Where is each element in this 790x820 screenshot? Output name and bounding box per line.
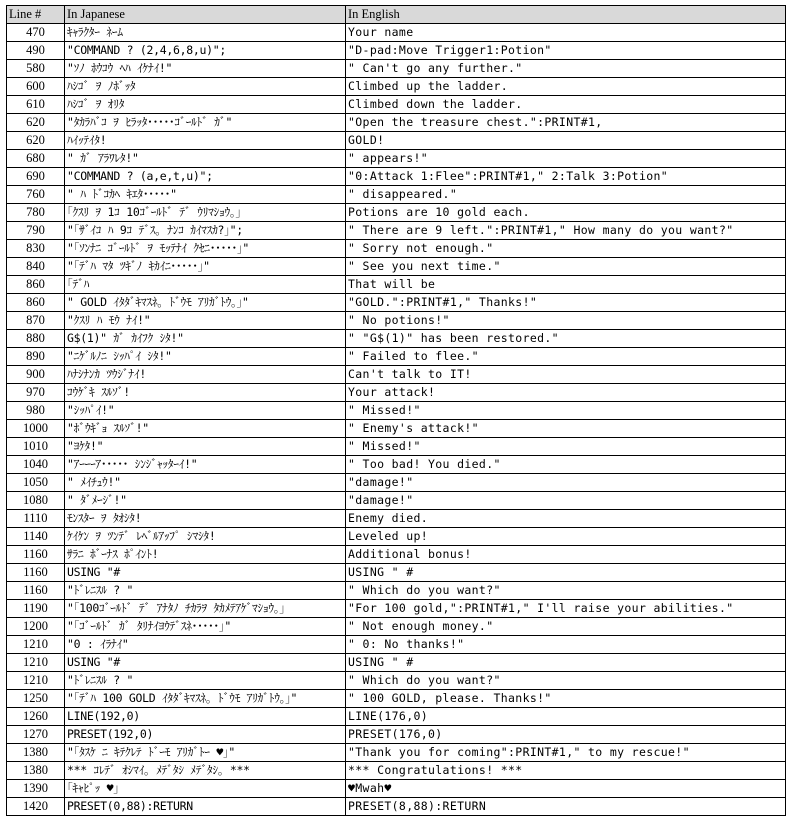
table-row [7, 150, 786, 168]
table-row [7, 240, 786, 258]
japanese-text-cell: " GOLD ｲﾀﾀﾞｷﾏｽﾈ｡ ﾄﾞｳﾓ ｱﾘｶﾞﾄｳ｡｣" [65, 294, 346, 312]
line-number-cell: 1050 [7, 474, 65, 492]
table-row [7, 204, 786, 222]
table-row [7, 636, 786, 654]
line-number-cell: 470 [7, 24, 65, 42]
table-row [7, 258, 786, 276]
line-number-cell: 1210 [7, 654, 65, 672]
table-row [7, 528, 786, 546]
japanese-text-cell: ｷｬﾗｸﾀｰ ﾈｰﾑ [65, 24, 346, 42]
english-text-cell: Potions are 10 gold each. [346, 204, 786, 222]
english-text-cell: " Failed to flee." [346, 348, 786, 366]
line-number-cell: 690 [7, 168, 65, 186]
line-number-cell: 620 [7, 114, 65, 132]
table-row [7, 690, 786, 708]
table-row [7, 510, 786, 528]
line-number-cell: 790 [7, 222, 65, 240]
japanese-text-cell: "｢ｺﾞｰﾙﾄﾞ ｶﾞ ﾀﾘﾅｲﾖｳﾃﾞｽﾈ･････｣" [65, 618, 346, 636]
japanese-text-cell: ｻﾗﾆ ﾎﾞｰﾅｽ ﾎﾟｲﾝﾄ! [65, 546, 346, 564]
table-row [7, 42, 786, 60]
english-text-cell: " See you next time." [346, 258, 786, 276]
english-text-cell: " 0: No thanks!" [346, 636, 786, 654]
table-row [7, 492, 786, 510]
line-number-cell: 1260 [7, 708, 65, 726]
translation-table-container [6, 5, 786, 816]
english-text-cell: " No potions!" [346, 312, 786, 330]
table-row [7, 348, 786, 366]
table-row [7, 222, 786, 240]
line-number-cell: 1250 [7, 690, 65, 708]
english-text-cell: " disappeared." [346, 186, 786, 204]
table-row [7, 744, 786, 762]
english-text-cell: "Open the treasure chest.":PRINT#1, [346, 114, 786, 132]
japanese-text-cell: ｢ｷｬﾋﾟｯ ♥｣ [65, 780, 346, 798]
japanese-text-cell: LINE(192,0) [65, 708, 346, 726]
line-number-cell: 1210 [7, 672, 65, 690]
english-text-cell: " Which do you want?" [346, 582, 786, 600]
english-text-cell: Can't talk to IT! [346, 366, 786, 384]
japanese-text-cell: "ﾄﾞﾚﾆｽﾙ ? " [65, 672, 346, 690]
english-text-cell: PRESET(8,88):RETURN [346, 798, 786, 816]
japanese-text-cell: "ｱｰｰｰｱ･････ ｼﾝｼﾞｬｯﾀｰｲ!" [65, 456, 346, 474]
table-row [7, 78, 786, 96]
table-row [7, 654, 786, 672]
line-number-cell: 1270 [7, 726, 65, 744]
table-row [7, 132, 786, 150]
line-number-cell: 900 [7, 366, 65, 384]
line-number-cell: 580 [7, 60, 65, 78]
japanese-text-cell: "0 : ｲﾗﾅｲ" [65, 636, 346, 654]
japanese-text-cell: "ﾎﾞｳｷﾞｮ ｽﾙｿﾞ!" [65, 420, 346, 438]
english-text-cell: Additional bonus! [346, 546, 786, 564]
line-number-cell: 980 [7, 402, 65, 420]
japanese-text-cell: ｢ｸｽﾘ ｦ 1ｺ 10ｺﾞｰﾙﾄﾞ ﾃﾞ ｳﾘﾏｼｮｳ｡｣ [65, 204, 346, 222]
english-text-cell: " Can't go any further." [346, 60, 786, 78]
header-line-number: Line # [7, 6, 65, 24]
japanese-text-cell: USING "# [65, 564, 346, 582]
english-text-cell: Climbed down the ladder. [346, 96, 786, 114]
english-text-cell: "damage!" [346, 492, 786, 510]
line-number-cell: 490 [7, 42, 65, 60]
line-number-cell: 760 [7, 186, 65, 204]
japanese-text-cell: "COMMAND ? (a,e,t,u)"; [65, 168, 346, 186]
line-number-cell: 1160 [7, 546, 65, 564]
line-number-cell: 1200 [7, 618, 65, 636]
english-text-cell: " Too bad! You died." [346, 456, 786, 474]
table-row [7, 618, 786, 636]
english-text-cell: "For 100 gold,":PRINT#1," I'll raise your abilities." [346, 600, 786, 618]
line-number-cell: 970 [7, 384, 65, 402]
line-number-cell: 1160 [7, 582, 65, 600]
english-text-cell: ♥Mwah♥ [346, 780, 786, 798]
table-row [7, 366, 786, 384]
table-row [7, 780, 786, 798]
table-row [7, 600, 786, 618]
japanese-text-cell: " ｶﾞ ｱﾗﾜﾚﾀ!" [65, 150, 346, 168]
line-number-cell: 620 [7, 132, 65, 150]
line-number-cell: 890 [7, 348, 65, 366]
japanese-text-cell: "ｼｯﾊﾟｲ!" [65, 402, 346, 420]
japanese-text-cell: ｺｳｹﾞｷ ｽﾙｿﾞ! [65, 384, 346, 402]
table-row [7, 168, 786, 186]
line-number-cell: 1040 [7, 456, 65, 474]
english-text-cell: That will be [346, 276, 786, 294]
japanese-text-cell: "｢100ｺﾞｰﾙﾄﾞ ﾃﾞ ｱﾅﾀﾉ ﾁｶﾗｦ ﾀｶﾒﾃｱｹﾞﾏｼｮｳ｡｣ [65, 600, 346, 618]
line-number-cell: 610 [7, 96, 65, 114]
japanese-text-cell: ｢ﾃﾞﾊ [65, 276, 346, 294]
japanese-text-cell: "COMMAND ? (2,4,6,8,u)"; [65, 42, 346, 60]
japanese-text-cell: PRESET(192,0) [65, 726, 346, 744]
line-number-cell: 880 [7, 330, 65, 348]
japanese-text-cell: "ﾀｶﾗﾊﾞｺ ｦ ﾋﾗｯﾀ･････ｺﾞｰﾙﾄﾞ ｶﾞ" [65, 114, 346, 132]
japanese-text-cell: PRESET(0,88):RETURN [65, 798, 346, 816]
table-row [7, 276, 786, 294]
line-number-cell: 830 [7, 240, 65, 258]
english-text-cell: " Missed!" [346, 402, 786, 420]
line-number-cell: 840 [7, 258, 65, 276]
table-row [7, 312, 786, 330]
table-row [7, 384, 786, 402]
table-row [7, 582, 786, 600]
english-text-cell: "Thank you for coming":PRINT#1," to my rescue!" [346, 744, 786, 762]
japanese-text-cell: ﾊｼｺﾞ ｦ ﾉﾎﾞｯﾀ [65, 78, 346, 96]
japanese-text-cell: ﾓﾝｽﾀｰ ｦ ﾀｵｼﾀ! [65, 510, 346, 528]
line-number-cell: 860 [7, 276, 65, 294]
table-row [7, 762, 786, 780]
japanese-text-cell: "ﾆｹﾞﾙﾉﾆ ｼｯﾊﾟｲ ｼﾀ!" [65, 348, 346, 366]
english-text-cell: Your name [346, 24, 786, 42]
english-text-cell: *** Congratulations! *** [346, 762, 786, 780]
line-number-cell: 1000 [7, 420, 65, 438]
english-text-cell: Your attack! [346, 384, 786, 402]
english-text-cell: " There are 9 left.":PRINT#1," How many do you want?" [346, 222, 786, 240]
japanese-text-cell: ﾊｲｯﾃｲﾀ! [65, 132, 346, 150]
japanese-text-cell: "｢ﾀｽｹ ﾆ ｷﾃｸﾚﾃ ﾄﾞｰﾓ ｱﾘｶﾞﾄｰ ♥｣" [65, 744, 346, 762]
header-english: In English [346, 6, 786, 24]
japanese-text-cell: ﾊﾅｼﾅﾝｶ ﾂｳｼﾞﾅｲ! [65, 366, 346, 384]
english-text-cell: " appears!" [346, 150, 786, 168]
line-number-cell: 1010 [7, 438, 65, 456]
table-row [7, 546, 786, 564]
japanese-text-cell: USING "# [65, 654, 346, 672]
table-row [7, 438, 786, 456]
line-number-cell: 1210 [7, 636, 65, 654]
english-text-cell: LINE(176,0) [346, 708, 786, 726]
japanese-text-cell: "ﾄﾞﾚﾆｽﾙ ? " [65, 582, 346, 600]
line-number-cell: 600 [7, 78, 65, 96]
japanese-text-cell: "｢ｿﾝﾅﾆ ｺﾞｰﾙﾄﾞ ｦ ﾓｯﾃﾅｲ ｸｾﾆ･････｣" [65, 240, 346, 258]
english-text-cell: " Not enough money." [346, 618, 786, 636]
japanese-text-cell: ｹｲｹﾝ ｦ ﾂﾝﾃﾞ ﾚﾍﾞﾙｱｯﾌﾟ ｼﾏｼﾀ! [65, 528, 346, 546]
table-row [7, 186, 786, 204]
english-text-cell: " Sorry not enough." [346, 240, 786, 258]
english-text-cell: " Enemy's attack!" [346, 420, 786, 438]
english-text-cell: " Which do you want?" [346, 672, 786, 690]
header-row [7, 6, 786, 24]
line-number-cell: 1390 [7, 780, 65, 798]
table-row [7, 402, 786, 420]
line-number-cell: 860 [7, 294, 65, 312]
line-number-cell: 1160 [7, 564, 65, 582]
english-text-cell: "0:Attack 1:Flee":PRINT#1," 2:Talk 3:Potion" [346, 168, 786, 186]
english-text-cell: "damage!" [346, 474, 786, 492]
line-number-cell: 1080 [7, 492, 65, 510]
japanese-text-cell: *** ｺﾚﾃﾞ ｵｼﾏｲ｡ ﾒﾃﾞﾀｼ ﾒﾃﾞﾀｼ｡ *** [65, 762, 346, 780]
table-row [7, 672, 786, 690]
english-text-cell: PRESET(176,0) [346, 726, 786, 744]
japanese-text-cell: "｢ﾃﾞﾊ 100 GOLD ｲﾀﾀﾞｷﾏｽﾈ｡ ﾄﾞｳﾓ ｱﾘｶﾞﾄｳ｡｣" [65, 690, 346, 708]
japanese-text-cell: "ｸｽﾘ ﾊ ﾓｳ ﾅｲ!" [65, 312, 346, 330]
line-number-cell: 1190 [7, 600, 65, 618]
japanese-text-cell: "ｿﾉ ﾎｳｺｳ ﾍﾊ ｲｹﾅｲ!" [65, 60, 346, 78]
header-japanese: In Japanese [65, 6, 346, 24]
japanese-text-cell: "｢ﾃﾞﾊ ﾏﾀ ﾂｷﾞﾉ ｷｶｲﾆ･････｣" [65, 258, 346, 276]
table-row [7, 420, 786, 438]
table-row [7, 60, 786, 78]
line-number-cell: 1420 [7, 798, 65, 816]
line-number-cell: 1140 [7, 528, 65, 546]
table-row [7, 330, 786, 348]
japanese-text-cell: " ﾊ ﾄﾞｺｶﾍ ｷｴﾀ･････" [65, 186, 346, 204]
table-row [7, 24, 786, 42]
table-row [7, 564, 786, 582]
table-row [7, 96, 786, 114]
line-number-cell: 680 [7, 150, 65, 168]
japanese-text-cell: "｢ｻﾞｲｺ ﾊ 9ｺ ﾃﾞｽ｡ ﾅﾝｺ ｶｲﾏｽｶ?｣"; [65, 222, 346, 240]
translation-table [6, 5, 786, 816]
english-text-cell: Leveled up! [346, 528, 786, 546]
english-text-cell: "D-pad:Move Trigger1:Potion" [346, 42, 786, 60]
english-text-cell: " 100 GOLD, please. Thanks!" [346, 690, 786, 708]
table-row [7, 726, 786, 744]
english-text-cell: GOLD! [346, 132, 786, 150]
line-number-cell: 1110 [7, 510, 65, 528]
english-text-cell: USING " # [346, 564, 786, 582]
table-row [7, 708, 786, 726]
japanese-text-cell: ﾊｼｺﾞ ｦ ｵﾘﾀ [65, 96, 346, 114]
english-text-cell: USING " # [346, 654, 786, 672]
japanese-text-cell: "ﾖｹﾀ!" [65, 438, 346, 456]
english-text-cell: " "G$(1)" has been restored." [346, 330, 786, 348]
japanese-text-cell: G$(1)" ｶﾞ ｶｲﾌｸ ｼﾀ!" [65, 330, 346, 348]
table-row [7, 114, 786, 132]
english-text-cell: "GOLD.":PRINT#1," Thanks!" [346, 294, 786, 312]
line-number-cell: 870 [7, 312, 65, 330]
japanese-text-cell: " ﾀﾞﾒｰｼﾞ!" [65, 492, 346, 510]
english-text-cell: " Missed!" [346, 438, 786, 456]
english-text-cell: Climbed up the ladder. [346, 78, 786, 96]
table-row [7, 456, 786, 474]
english-text-cell: Enemy died. [346, 510, 786, 528]
table-row [7, 294, 786, 312]
japanese-text-cell: " ﾒｲﾁｭｳ!" [65, 474, 346, 492]
table-row [7, 798, 786, 816]
line-number-cell: 1380 [7, 762, 65, 780]
line-number-cell: 1380 [7, 744, 65, 762]
table-row [7, 474, 786, 492]
line-number-cell: 780 [7, 204, 65, 222]
